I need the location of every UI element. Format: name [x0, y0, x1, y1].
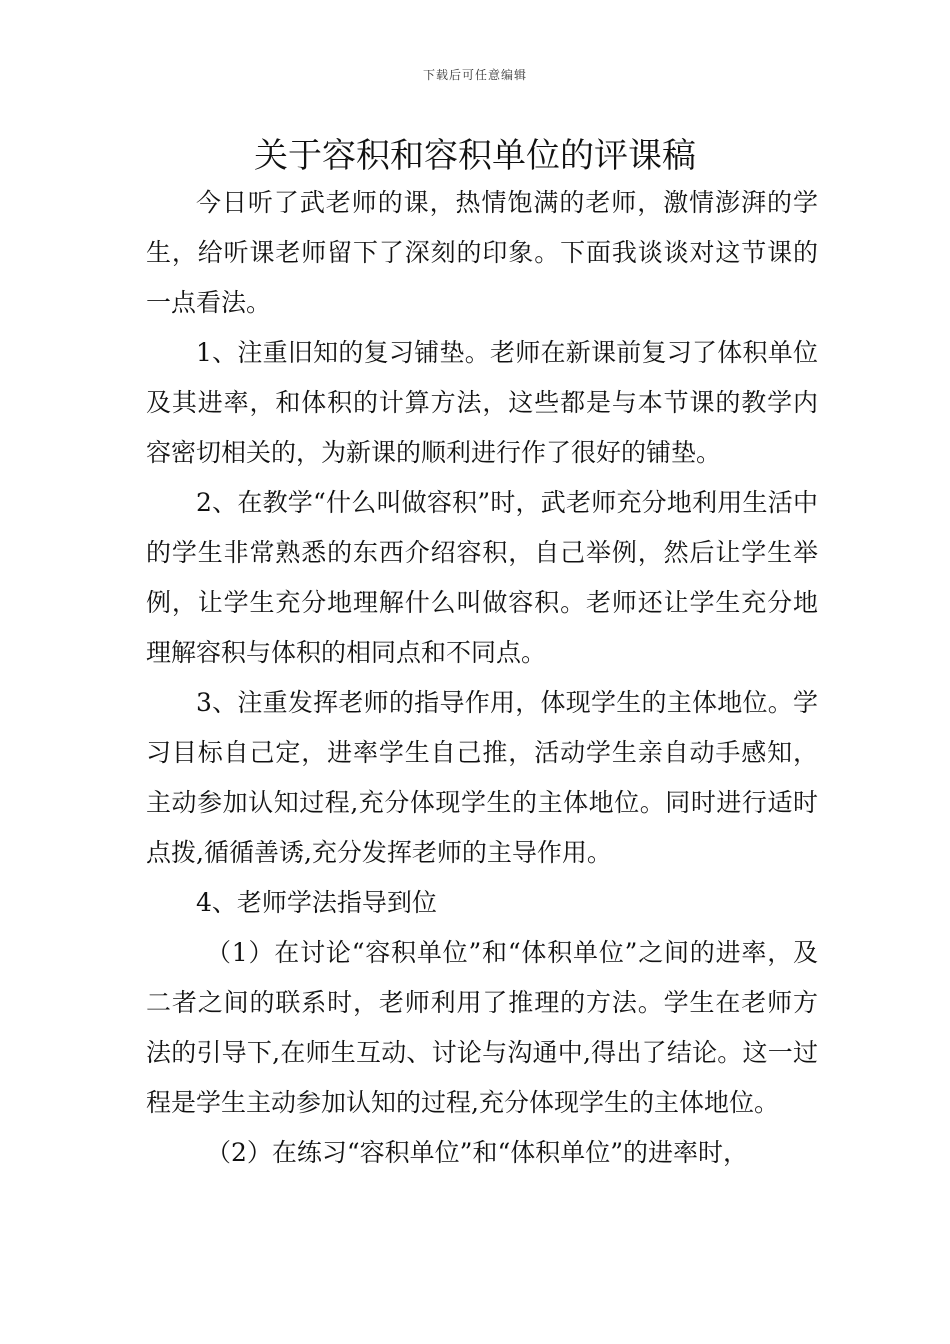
header-note: 下载后可任意编辑	[422, 68, 527, 82]
point-4-sub-1-paragraph: （1）在讨论“容积单位”和“体积单位”之间的进率，及二者之间的联系时，老师利用了推理的方法。学生在老师方法的引导下,在师生互动、讨论与沟通中,得出了结论。这一过程是学生主动参加认知的过程,充分体现学生的主体地位。	[146, 938, 818, 1117]
point-4-sub-2-paragraph: （2）在练习“容积单位”和“体积单位”的进率时，	[206, 1138, 749, 1167]
point-3-paragraph: 3、注重发挥老师的指导作用，体现学生的主体地位。学习目标自己定，进率学生自己推，活动学生亲自动手感知，主动参加认知过程,充分体现学生的主体地位。同时进行适时点拨,循循善诱,充分发挥老师的主导作用。	[146, 688, 818, 867]
point-4-heading: 4、老师学法指导到位	[196, 888, 437, 917]
intro-paragraph: 今日听了武老师的课，热情饱满的老师，激情澎湃的学生，给听课老师留下了深刻的印象。下面我谈谈对这节课的一点看法。	[146, 188, 818, 317]
document-body	[146, 178, 818, 1178]
document-title: 关于容积和容积单位的评课稿	[254, 136, 696, 176]
point-1-paragraph: 1、注重旧知的复习铺垫。老师在新课前复习了体积单位及其进率，和体积的计算方法，这些都是与本节课的教学内容密切相关的，为新课的顺利进行作了很好的铺垫。	[146, 338, 818, 467]
point-2-paragraph: 2、在教学“什么叫做容积”时，武老师充分地利用生活中的学生非常熟悉的东西介绍容积，自己举例，然后让学生举例，让学生充分地理解什么叫做容积。老师还让学生充分地理解容积与体积的相同点和不同点。	[146, 488, 818, 667]
